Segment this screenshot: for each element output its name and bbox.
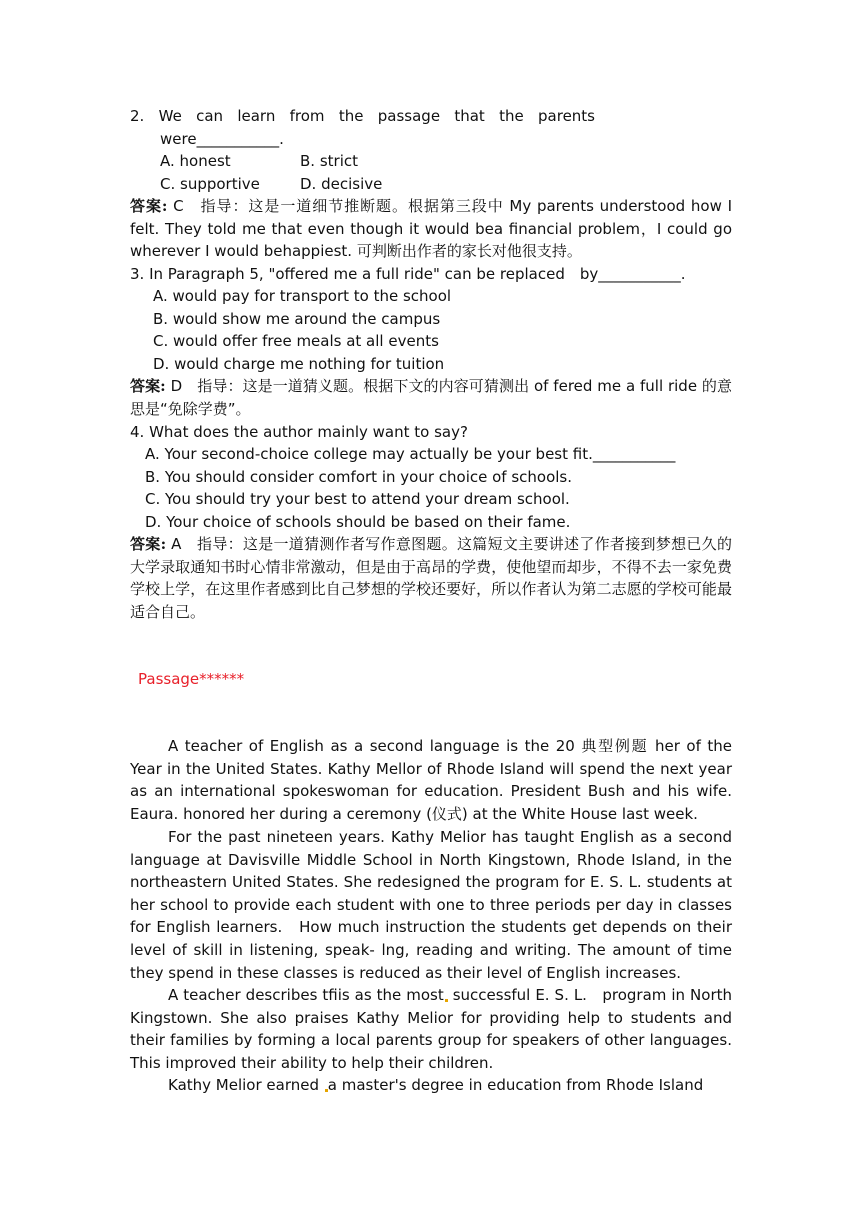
paragraph-4-rest: a master's degree in education from Rhode Island bbox=[327, 1076, 704, 1094]
paragraph-3-rest: successful E. S. L. program in North Kingstown. She also praises Kathy Melior for providing help to students and their families by forming a local parents group for speakers of other languages. This improved their ability to help their children. bbox=[130, 986, 732, 1072]
question-2-stem: 2. We can learn from the passage that the parents bbox=[130, 107, 595, 125]
passage-heading: Passage****** bbox=[138, 670, 245, 688]
answer-label: 答案: bbox=[130, 535, 167, 553]
question-2-option-b: B. strict bbox=[300, 152, 358, 170]
question-2-answer bbox=[130, 195, 732, 263]
answer-explanation: C 指导：这是一道细节推断题。根据第三段中 My parents understood how I felt. They told me that even though it would bea financial problem，I could go wherever I would behappiest. 可判断出作者的家长对他很支持。 bbox=[130, 197, 732, 260]
question-3-option-d: D. would charge me nothing for tuition bbox=[153, 355, 445, 373]
question-4-option-a: A. Your second-choice college may actually be your best fit.___________ bbox=[145, 445, 676, 463]
answer-label: 答案: bbox=[130, 377, 166, 395]
question-2-option-a: A. honest bbox=[160, 152, 231, 170]
answer-label: 答案: bbox=[130, 197, 168, 215]
paragraph-4-start: Kathy Melior earned bbox=[168, 1076, 324, 1094]
question-3-option-c: C. would offer free meals at all events bbox=[153, 332, 439, 350]
passage-paragraph-3 bbox=[130, 984, 732, 1074]
question-3-option-a: A. would pay for transport to the school bbox=[153, 287, 452, 305]
passage-paragraph-4 bbox=[130, 1074, 732, 1097]
question-4-option-b: B. You should consider comfort in your choice of schools. bbox=[145, 468, 573, 486]
question-2-option-d: D. decisive bbox=[300, 175, 383, 193]
question-2-option-c: C. supportive bbox=[160, 175, 260, 193]
question-4-option-c: C. You should try your best to attend your dream school. bbox=[145, 490, 570, 508]
question-4-answer bbox=[130, 533, 732, 623]
question-4-option-d: D. Your choice of schools should be based on their fame. bbox=[145, 513, 571, 531]
passage-paragraph-1: A teacher of English as a second language is the 20 典型例题 her of the Year in the United States. Kathy Mellor of Rhode Island will spend the next year as an international spokeswoman for education. President Bush and his wife. Eaura. honored her during a ceremony (仪式) at the White House last week. bbox=[130, 737, 732, 823]
answer-explanation: D 指导：这是一道猜义题。根据下文的内容可猜测出 of fered me a full ride 的意思是“免除学费”。 bbox=[130, 377, 732, 418]
passage-paragraph-2: For the past nineteen years. Kathy Melior has taught English as a second language at Davisville Middle School in North Kingstown, Rhode Island, in the northeastern United States. She redesigned the program for E. S. L. students at her school to provide each student with one to three periods per day in classes for English learners. How much instruction the students get depends on their level of skill in listening, speak- lng, reading and writing. The amount of time they spend in these classes is reduced as their level of English increases. bbox=[130, 828, 732, 982]
question-3-answer bbox=[130, 375, 732, 420]
question-4-stem: 4. What does the author mainly want to say? bbox=[130, 423, 468, 441]
question-3-option-b: B. would show me around the campus bbox=[153, 310, 441, 328]
question-2-stem-cont: were___________. bbox=[160, 130, 284, 148]
paragraph-3-start: A teacher describes tfiis as the most bbox=[168, 986, 444, 1004]
answer-explanation: A 指导：这是一道猜测作者写作意图题。这篇短文主要讲述了作者接到梦想已久的大学录取通知书时心情非常激动，但是由于高昂的学费，使他望而却步，不得不去一家免费学校上学，在这里作者感到比自己梦想的学校还要好，所以作者认为第二志愿的学校可能最适合自己。 bbox=[130, 535, 732, 621]
question-3-stem: 3. In Paragraph 5, "offered me a full ride" can be replaced by___________. bbox=[130, 265, 686, 283]
